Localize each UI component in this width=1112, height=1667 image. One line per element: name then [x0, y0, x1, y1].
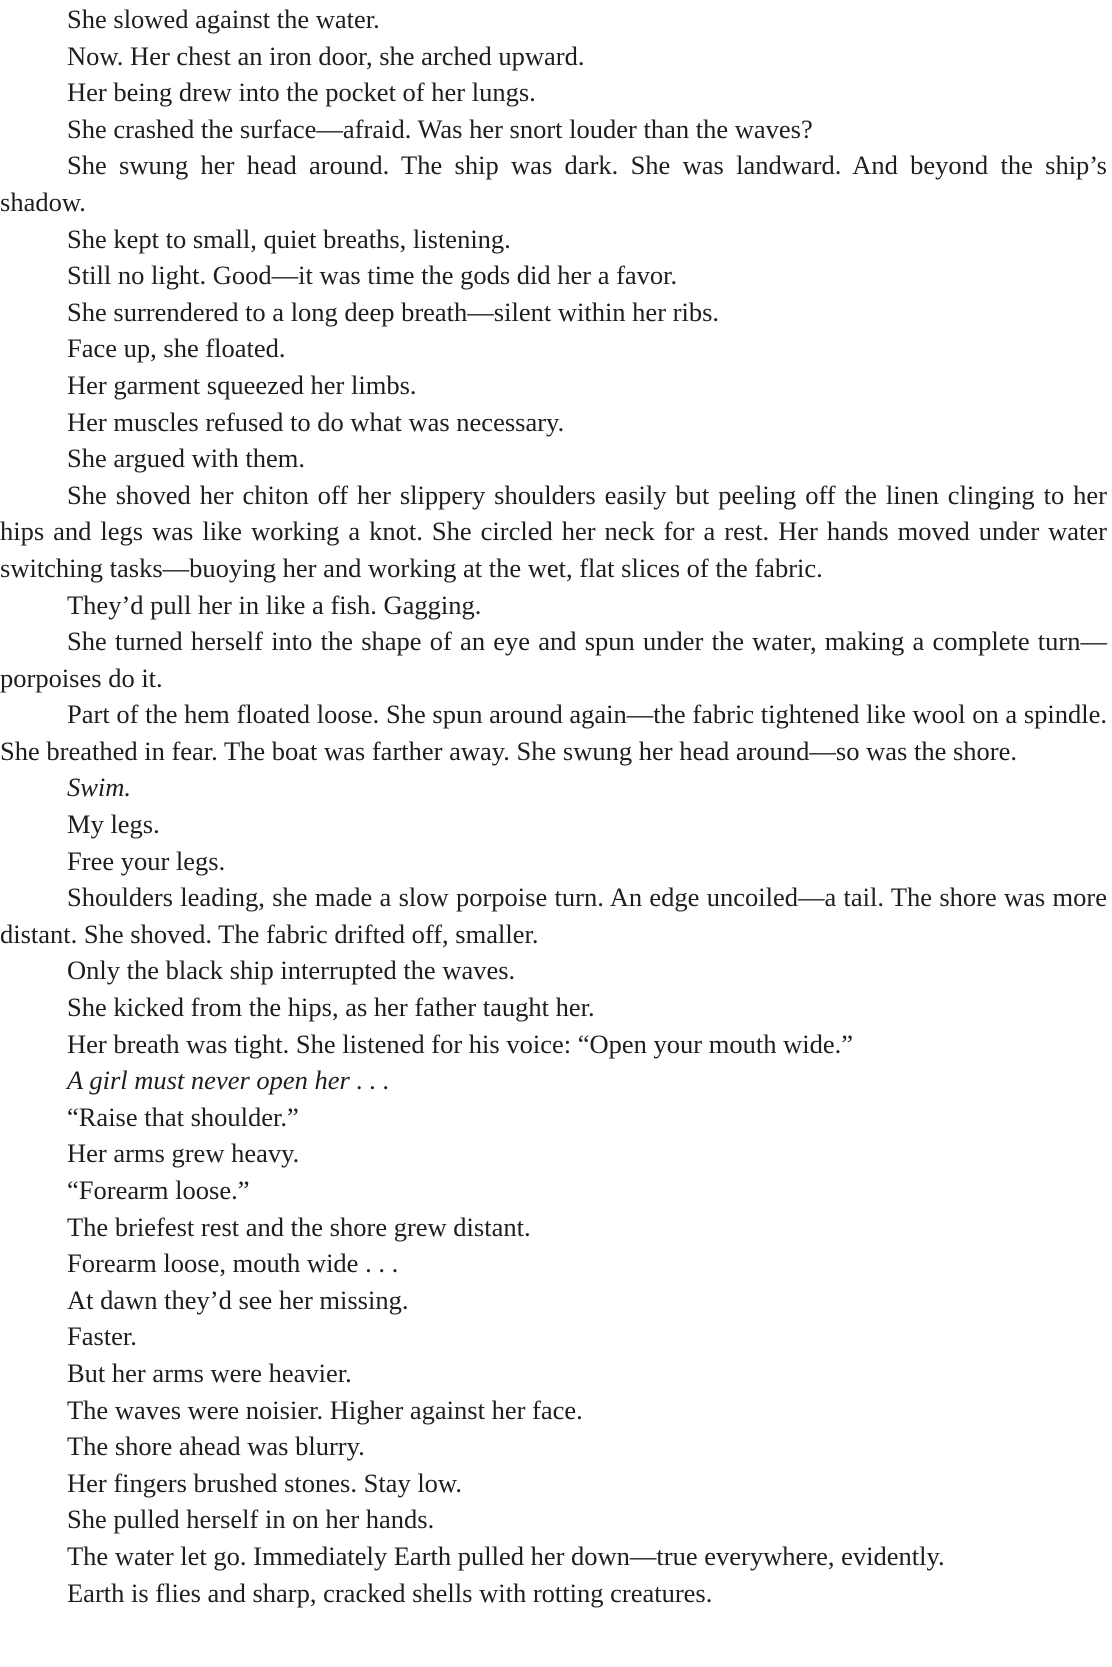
- paragraph: She slowed against the water.: [67, 4, 380, 34]
- paragraph-italic: A girl must never open her . . .: [67, 1065, 390, 1096]
- paragraph: Still no light. Good—it was time the gods did her a favor.: [67, 260, 678, 291]
- paragraph: She swung her head around. The ship was dark. She was landward. And beyond the ship’s shadow.: [0, 150, 1107, 217]
- paragraph: Her garment squeezed her limbs.: [67, 369, 417, 400]
- paragraph: She shoved her chiton off her slippery shoulders easily but peeling off the linen clinging to her hips and legs was like working a knot. She circled her neck for a rest. Her hands moved under water switching tasks—buoying her and working at the wet, flat slices of the fabric.: [0, 479, 1107, 583]
- paragraph: Now. Her chest an iron door, she arched upward.: [67, 40, 585, 71]
- paragraph: The shore ahead was blurry.: [67, 1431, 365, 1462]
- paragraph: Free your legs.: [67, 845, 226, 876]
- paragraph-italic: Swim.: [67, 772, 132, 803]
- paragraph: But her arms were heavier.: [67, 1357, 352, 1388]
- paragraph: Part of the hem floated loose. She spun around again—the fabric tightened like wool on a spindle. She breathed in fear. The boat was farther away. She swung her head around—so was the shore.: [0, 699, 1107, 766]
- paragraph: Earth is flies and sharp, cracked shells with rotting creatures.: [67, 1577, 713, 1608]
- paragraph: Shoulders leading, she made a slow porpoise turn. An edge uncoiled—a tail. The shore was more distant. She shoved. The fabric drifted off, smaller.: [0, 882, 1107, 949]
- paragraph: Her arms grew heavy.: [67, 1138, 300, 1169]
- paragraph: My legs.: [67, 809, 160, 840]
- paragraph: Her muscles refused to do what was necessary.: [67, 406, 565, 437]
- paragraph: At dawn they’d see her missing.: [67, 1284, 409, 1315]
- paragraph: Faster.: [67, 1321, 137, 1352]
- paragraph: “Forearm loose.”: [67, 1175, 250, 1205]
- paragraph: She crashed the surface—afraid. Was her snort louder than the waves?: [67, 113, 813, 144]
- paragraph: She argued with them.: [67, 443, 305, 474]
- paragraph: The briefest rest and the shore grew distant.: [67, 1211, 531, 1242]
- paragraph: Face up, she floated.: [67, 333, 286, 364]
- paragraph: They’d pull her in like a fish. Gagging.: [67, 589, 482, 620]
- paragraph: Her fingers brushed stones. Stay low.: [67, 1467, 462, 1498]
- paragraph: She pulled herself in on her hands.: [67, 1504, 435, 1535]
- paragraph: The water let go. Immediately Earth pulled her down—true everywhere, evidently.: [67, 1540, 945, 1571]
- paragraph: Only the black ship interrupted the waves.: [67, 955, 516, 986]
- paragraph: She kept to small, quiet breaths, listening.: [67, 223, 511, 254]
- paragraph: She kicked from the hips, as her father taught her.: [67, 992, 595, 1023]
- paragraph: “Raise that shoulder.”: [67, 1101, 299, 1132]
- paragraph: Forearm loose, mouth wide . . .: [67, 1248, 399, 1279]
- paragraph: She turned herself into the shape of an eye and spun under the water, making a complete turn—porpoises do it.: [0, 626, 1107, 693]
- paragraph: She surrendered to a long deep breath—silent within her ribs.: [67, 296, 720, 327]
- paragraph: Her being drew into the pocket of her lungs.: [67, 77, 536, 108]
- paragraph: The waves were noisier. Higher against her face.: [67, 1394, 583, 1425]
- paragraph: Her breath was tight. She listened for his voice: “Open your mouth wide.”: [67, 1028, 853, 1059]
